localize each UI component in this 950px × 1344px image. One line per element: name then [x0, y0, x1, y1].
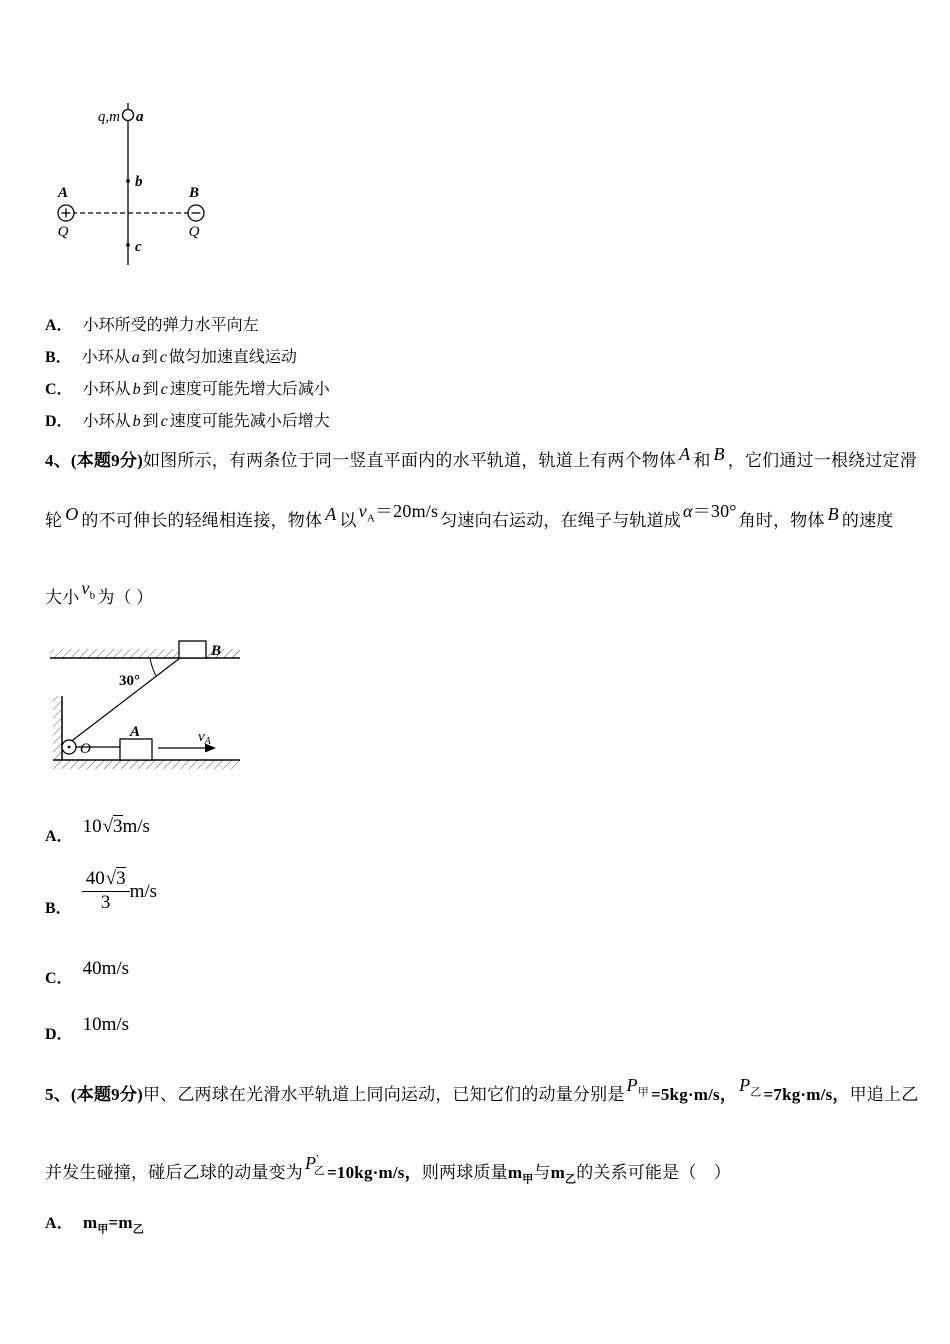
radicand: 3 — [116, 868, 126, 889]
var-c: c — [159, 349, 167, 366]
point-b-label: b — [135, 174, 143, 190]
math-sub: 乙 — [313, 1164, 326, 1177]
option-text: 小环从 — [82, 381, 131, 398]
radicand: 3 — [113, 816, 123, 837]
equals-m: =m — [108, 1213, 133, 1232]
option-label: B． — [45, 900, 72, 918]
mass-jia-base: m — [507, 1163, 523, 1182]
option-label: A． — [45, 828, 73, 845]
option-text: 小环所受的弹力水平向左 — [82, 317, 259, 334]
q5-stem-line2 — [45, 1153, 731, 1187]
math-prime: ′ — [316, 1153, 319, 1165]
option-label: C． — [45, 381, 73, 398]
charge-A-label: A — [57, 185, 69, 201]
math-eq: =7kg·m/s， — [763, 1085, 850, 1104]
diagram-charge-ring — [50, 85, 225, 285]
fraction-numerator — [82, 868, 130, 892]
q4-option-c — [45, 956, 130, 987]
velocity-sub: A — [204, 736, 211, 747]
unit: m/s — [122, 816, 150, 837]
option-text: 小环从 — [81, 349, 130, 366]
q3-option-c — [45, 376, 330, 399]
var-b: b — [132, 413, 141, 430]
math-sub: A — [366, 512, 375, 525]
point-c-label: c — [135, 239, 142, 255]
var-c: c — [160, 381, 168, 398]
question-number: 5、 — [45, 1085, 71, 1104]
radical-icon: √ — [105, 868, 117, 889]
ring — [123, 110, 134, 121]
block-B — [179, 641, 206, 658]
charge-ring-figure — [50, 85, 225, 280]
q4-option-a — [45, 814, 150, 845]
point-b-marker — [126, 179, 130, 183]
option-math: 40m/s — [82, 958, 130, 979]
wall-hatching — [53, 696, 62, 760]
mass-yi-base: m — [550, 1163, 565, 1182]
block-A-label: A — [130, 724, 141, 740]
q3-option-d — [45, 408, 330, 431]
velocity-label — [198, 729, 212, 747]
stem-text: ，它们通过一根绕过定滑 — [727, 451, 917, 470]
pulley-axle — [68, 746, 71, 749]
option-label: A． — [45, 1215, 73, 1232]
fraction-denominator: 3 — [100, 891, 111, 913]
inline-math-vA-equation — [357, 501, 441, 525]
math-base: P — [739, 1075, 751, 1095]
stem-text: 甲、乙两球在光滑水平轨道上同向运动，已知它们的动量分别是 — [142, 1085, 625, 1104]
q5-option-a — [45, 1210, 144, 1236]
option-math — [82, 868, 158, 913]
inline-math-vb — [79, 578, 97, 602]
question-number: 4、 — [45, 451, 71, 470]
math-sub: b — [89, 589, 96, 602]
inline-math-P-prime-yi — [303, 1153, 327, 1177]
charge-B-value: Q — [188, 224, 200, 240]
stem-text: 的速度 — [841, 511, 894, 530]
stem-text: 并发生碰撞，碰后乙球的动量变为 — [45, 1163, 303, 1182]
stem-text: 则两球质量 — [421, 1163, 508, 1182]
angle-label: 30° — [119, 673, 140, 689]
rope-incline — [69, 658, 180, 743]
var-B: B — [713, 444, 725, 464]
var-b: b — [132, 381, 141, 398]
math-sub: 甲 — [637, 1086, 649, 1099]
option-math: 10m/s — [82, 1014, 130, 1035]
pulley-label: O — [80, 741, 91, 757]
inline-math-P-yi — [737, 1075, 763, 1099]
option-math — [83, 815, 150, 837]
angle-arc — [150, 658, 157, 677]
block-B-label: B — [211, 643, 222, 659]
point-c-marker — [126, 243, 130, 247]
math-eq: =10kg·m/s， — [327, 1163, 422, 1182]
option-text: 速度可能先减小后增大 — [169, 413, 330, 430]
block-A — [120, 739, 152, 760]
question-score: (本题9分) — [70, 1085, 143, 1104]
ring-charge-label: q,m — [97, 109, 120, 125]
math-base: P — [305, 1153, 317, 1173]
stem-text: 的关系可能是（ ） — [576, 1163, 731, 1182]
stem-text: 和 — [693, 451, 711, 470]
math-eq: ＝30° — [692, 501, 737, 521]
q3-option-b — [45, 344, 297, 367]
option-label: B． — [45, 349, 72, 366]
option-text: 到 — [141, 349, 158, 366]
floor-hatching — [53, 760, 240, 769]
pulley-track-figure — [50, 636, 275, 786]
point-a-label: a — [136, 109, 144, 125]
var-A: A — [679, 444, 691, 464]
fraction — [82, 868, 130, 914]
inline-math-alpha-equation — [681, 501, 739, 521]
option-text: 到 — [142, 413, 159, 430]
coefficient: 40 — [85, 868, 105, 889]
q5-stem-line1 — [45, 1075, 919, 1109]
stem-text: 大小 — [45, 588, 80, 607]
stem-text: 与 — [533, 1163, 551, 1182]
mass-yi-sub: 乙 — [564, 1173, 577, 1186]
mass-jia-sub: 甲 — [97, 1223, 109, 1236]
math-sub: 乙 — [750, 1086, 762, 1099]
option-text: 到 — [142, 381, 159, 398]
var-O: O — [65, 504, 79, 524]
stem-text: 如图所示，有两条位于同一竖直平面内的水平轨道，轨道上有两个物体 — [142, 451, 677, 470]
math-eq: =5kg·m/s， — [650, 1085, 738, 1104]
q4-stem-line1 — [45, 446, 917, 471]
radical-icon: √ — [102, 816, 113, 837]
option-label: D． — [45, 1026, 73, 1043]
diagram-pulley-tracks — [50, 636, 275, 791]
math-base: v — [81, 578, 90, 598]
velocity-base: v — [198, 729, 205, 745]
q4-option-d — [45, 1012, 130, 1043]
mass-yi-sub: 乙 — [132, 1223, 144, 1236]
option-label: D． — [45, 413, 73, 430]
stem-text: 角时，物体 — [738, 511, 825, 530]
q4-stem-line2 — [45, 501, 894, 534]
question-score: (本题9分) — [70, 451, 143, 470]
inline-math-P-jia — [625, 1075, 651, 1099]
charge-A-value: Q — [57, 224, 69, 240]
math-base: v — [358, 501, 367, 521]
stem-text: 的不可伸长的轻绳相连接，物体 — [81, 511, 323, 530]
stem-text: 以 — [339, 511, 357, 530]
option-label: A． — [45, 317, 73, 334]
stem-text: 匀速向右运动，在绳子与轨道成 — [440, 511, 682, 530]
q3-option-a — [45, 312, 259, 335]
mass-jia-sub: 甲 — [522, 1173, 534, 1186]
option-text: 做匀加速直线运动 — [168, 349, 297, 366]
q4-stem-line3 — [45, 578, 154, 611]
stem-text: 甲追上乙 — [849, 1085, 919, 1104]
var-B: B — [827, 504, 839, 524]
q4-option-b — [45, 868, 158, 918]
mass-jia-base: m — [82, 1213, 98, 1232]
var-A: A — [325, 504, 337, 524]
math-base: α — [683, 501, 693, 521]
coefficient: 10 — [82, 816, 102, 837]
var-c: c — [160, 413, 168, 430]
unit: m/s — [129, 881, 158, 903]
charge-B-label: B — [188, 185, 200, 201]
stem-text: 轮 — [45, 511, 63, 530]
var-a: a — [131, 349, 140, 366]
math-eq: ＝20m/s — [374, 501, 439, 521]
math-base: P — [626, 1075, 638, 1095]
option-text: 小环从 — [82, 413, 131, 430]
option-label: C． — [45, 970, 73, 987]
option-text: 速度可能先增大后减小 — [169, 381, 330, 398]
stem-text: 为（ ） — [97, 588, 154, 607]
